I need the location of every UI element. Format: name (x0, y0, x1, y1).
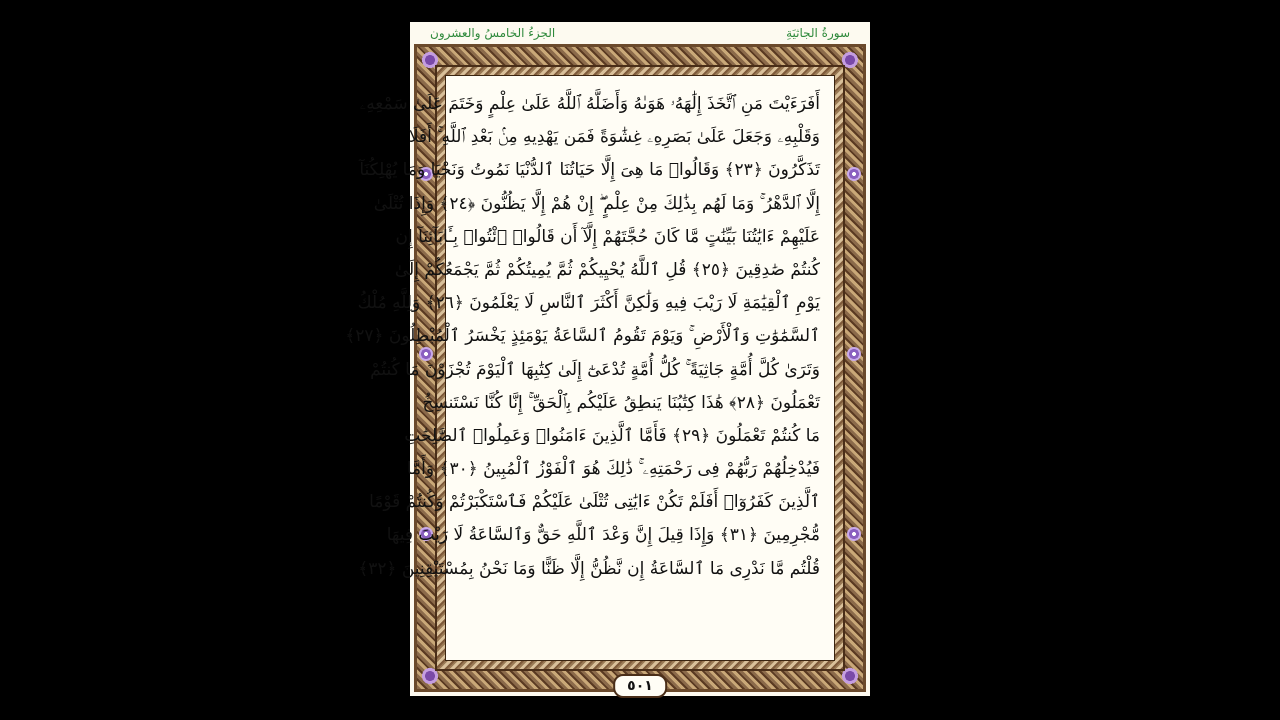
text-line: كُنتُمْ صَٰدِقِينَ ﴿٢٥﴾ قُلِ ٱللَّهُ يُحْيِيكُمْ ثُمَّ يُمِيتُكُمْ ثُمَّ يَجْمَعُكُمْ إِلَىٰ (394, 259, 820, 280)
text-line: وَقَلْبِهِۦ وَجَعَلَ عَلَىٰ بَصَرِهِۦ غِشَٰوَةً فَمَن يَهْدِيهِ مِنۢ بَعْدِ ٱللَّهِ ۚ أَفَلَا (408, 127, 820, 148)
text-line: إِلَّا ٱلدَّهْرُ ۚ وَمَا لَهُم بِذَٰلِكَ مِنْ عِلْمٍ ۖ إِنْ هُمْ إِلَّا يَظُنُّونَ ﴿٢٤﴾ وَإِذَا تُتْلَىٰ (373, 193, 820, 214)
juz-name: الجزءُ الخامسُ والعشرون (430, 26, 556, 40)
page-header (410, 22, 870, 44)
text-line: قُلْتُم مَّا نَدْرِى مَا ٱلسَّاعَةُ إِن نَّظُنُّ إِلَّا ظَنًّا وَمَا نَحْنُ بِمُسْتَيْقِنِينَ ﴿٣٢﴾ (358, 558, 820, 579)
text-line: ٱلسَّمَٰوَٰتِ وَٱلْأَرْضِ ۚ وَيَوْمَ تَقُومُ ٱلسَّاعَةُ يَوْمَئِذٍ يَخْسَرُ ٱلْمُبْطِلُونَ ﴿٢٧﴾ (345, 326, 820, 347)
flower-ornament-icon (847, 527, 861, 541)
flower-ornament-icon (847, 347, 861, 361)
text-line: يَوْمِ ٱلْقِيَٰمَةِ لَا رَيْبَ فِيهِ وَلَٰكِنَّ أَكْثَرَ ٱلنَّاسِ لَا يَعْلَمُونَ ﴿٢٦﴾ وَلِلَّهِ مُلْكُ (357, 293, 820, 314)
text-line: تَذَكَّرُونَ ﴿٢٣﴾ وَقَالُوا۟ مَا هِىَ إِلَّا حَيَاتُنَا ٱلدُّنْيَا نَمُوتُ وَنَحْيَا وَمَا يُهْلِكُنَآ (359, 160, 820, 181)
inner-border (345, 65, 845, 671)
text-line: تَعْمَلُونَ ﴿٢٨﴾ هَٰذَا كِتَٰبُنَا يَنطِقُ عَلَيْكُم بِٱلْحَقِّ ۚ إِنَّا كُنَّا نَسْتَنسِخُ (422, 392, 820, 413)
text-line: مَا كُنتُمْ تَعْمَلُونَ ﴿٢٩﴾ فَأَمَّا ٱلَّذِينَ ءَامَنُوا۟ وَعَمِلُوا۟ ٱلصَّٰلِحَٰتِ (404, 425, 820, 446)
mushaf-page (345, 22, 870, 696)
page-number: ٥٠١ (613, 674, 667, 698)
text-area (345, 75, 835, 661)
surah-name: سورةُ الجاثيَةِ (786, 26, 850, 40)
ornamental-border (345, 44, 866, 692)
text-line: أَفَرَءَيْتَ مَنِ ٱتَّخَذَ إِلَٰهَهُۥ هَوَىٰهُ وَأَضَلَّهُ ٱللَّهُ عَلَىٰ عِلْمٍ وَخَتَمَ عَلَىٰ سَمْعِهِۦ (359, 94, 820, 114)
text-line: فَيُدْخِلُهُمْ رَبُّهُمْ فِى رَحْمَتِهِۦ ۚ ذَٰلِكَ هُوَ ٱلْفَوْزُ ٱلْمُبِينُ ﴿٣٠﴾ وَأَمَّا (406, 459, 820, 480)
flower-ornament-icon (847, 167, 861, 181)
text-line: وَتَرَىٰ كُلَّ أُمَّةٍ جَاثِيَةً ۚ كُلُّ أُمَّةٍ تُدْعَىٰٓ إِلَىٰ كِتَٰبِهَا ٱلْيَوْمَ تُجْزَوْنَ مَا كُنتُمْ (370, 359, 820, 380)
text-line: مُّجْرِمِينَ ﴿٣١﴾ وَإِذَا قِيلَ إِنَّ وَعْدَ ٱللَّهِ حَقٌّ وَٱلسَّاعَةُ لَا رَيْبَ فِيهَا (386, 525, 820, 546)
verse-lines (345, 88, 820, 586)
text-line: ٱلَّذِينَ كَفَرُوٓا۟ أَفَلَمْ تَكُنْ ءَايَٰتِى تُتْلَىٰ عَلَيْكُمْ فَٱسْتَكْبَرْتُمْ وَكُنتُمْ قَوْمًا (369, 492, 820, 513)
text-line: عَلَيْهِمْ ءَايَٰتُنَا بَيِّنَٰتٍ مَّا كَانَ حُجَّتَهُمْ إِلَّآ أَن قَالُوا۟ ٱئْتُوا۟ بِـَٔابَآئِنَآ إِن (395, 226, 820, 247)
